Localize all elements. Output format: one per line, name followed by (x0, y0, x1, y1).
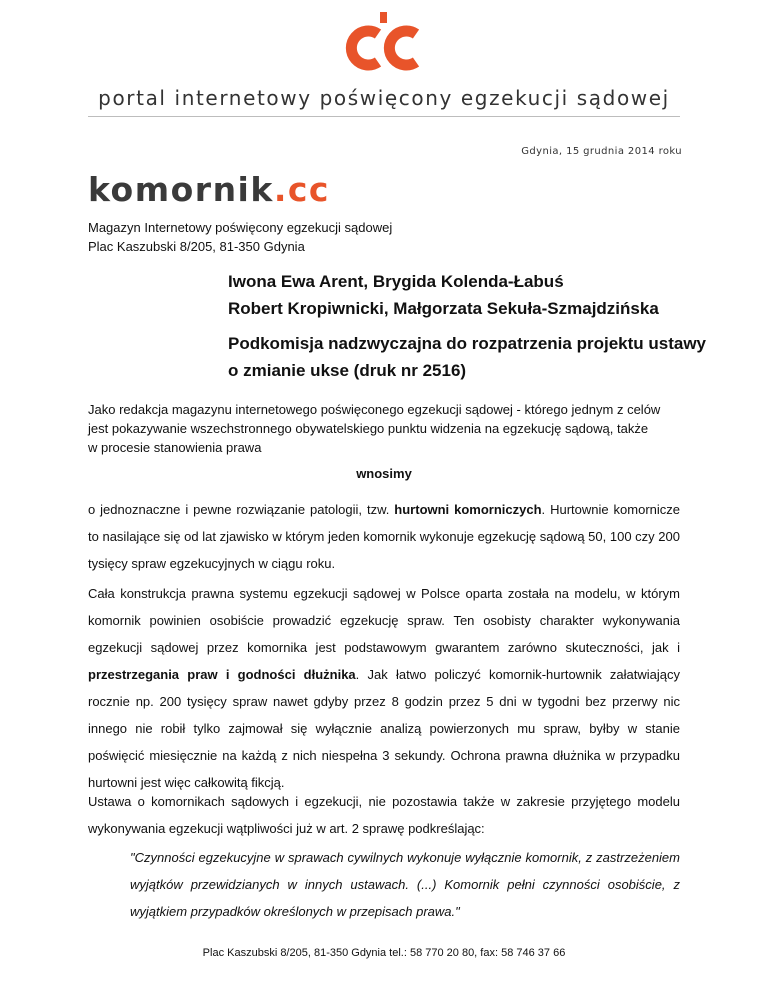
paragraph-2 (88, 580, 680, 796)
sender-line-2: Plac Kaszubski 8/205, 81-350 Gdynia (88, 239, 305, 254)
intro-line-2: jest pokazywanie wszechstronnego obywatelskiego punktu widzenia na egzekucję sądową, także (88, 421, 649, 436)
brand-suffix: .cc (273, 170, 330, 209)
paragraph-2-bold: przestrzegania praw i godności dłużnika (88, 667, 356, 682)
intro-line-3: w procesie stanowienia prawa (88, 440, 262, 455)
recipients-line-2: Robert Kropiwnicki, Małgorzata Sekuła-Szmajdzińska (228, 299, 659, 318)
subcommittee-line-1: Podkomisja nadzwyczajna do rozpatrzenia projektu ustawy (228, 334, 707, 353)
cc-logo-icon (340, 10, 430, 80)
intro-line-1: Jako redakcja magazynu internetowego poświęconego egzekucji sądowej - którego jednym z celów (88, 402, 661, 417)
letter-date: Gdynia, 15 grudnia 2014 roku (521, 146, 682, 157)
paragraph-1-text-a: o jednoznaczne i pewne rozwiązanie patologii, tzw. (88, 502, 395, 517)
paragraph-2-text-a: Cała konstrukcja prawna systemu egzekucji sądowej w Polsce oparta została na modelu, w którym komornik powinien osobiście prowadzić egzekucję spraw. Ten osobisty charakter wykonywania egzekucji sądowej przez komornika jest podstawowym gwarantem zarówno skuteczności, jak i (88, 586, 680, 655)
subcommittee (228, 330, 706, 384)
paragraph-1-bold: hurtowni komorniczych (394, 502, 542, 517)
intro-paragraph (88, 400, 680, 457)
portal-logo (340, 10, 430, 80)
portal-tagline: portal internetowy poświęcony egzekucji sądowej (98, 86, 670, 110)
recipients-line-1: Iwona Ewa Arent, Brygida Kolenda-Łabuś (228, 272, 564, 291)
law-quote: "Czynności egzekucyjne w sprawach cywilnych wykonuje wyłącznie komornik, z zastrzeżeniem wyjątków przewidzianych w innych ustawach. (...) Komornik pełni czynności osobiście, z wyjątkiem przypadków określonych w przepisach prawa." (130, 850, 680, 919)
recipients (228, 268, 659, 322)
sender-address (88, 218, 392, 256)
brand-wordmark (88, 170, 330, 210)
page-footer: Plac Kaszubski 8/205, 81-350 Gdynia tel.: 58 770 20 80, fax: 58 746 37 66 (202, 947, 566, 959)
brand-name: komornik (88, 170, 274, 209)
paragraph-3: Ustawa o komornikach sądowych i egzekucji, nie pozostawia także w zakresie przyjętego modelu wykonywania egzekucji wątpliwości już w art. 2 sprawę podkreślając: (88, 794, 680, 836)
paragraph-1 (88, 496, 680, 577)
header-divider (88, 116, 680, 117)
subcommittee-line-2: o zmianie ukse (druk nr 2516) (228, 361, 467, 380)
paragraph-1-text-b: . Hurtownie komornicze to nasilające się od lat zjawisko w którym jeden komornik wykonuje egzekucję sądową 50, 100 czy 200 tysięcy spraw egzekucyjnych w ciągu roku. (88, 502, 681, 571)
request-heading: wnosimy (356, 466, 412, 481)
paragraph-2-text-b: . Jak łatwo policzyć komornik-hurtownik załatwiający rocznie np. 200 tysięcy spraw nawet gdyby przez 8 godzin przez 5 dni w tygodni bez przerwy nic innego nie robił tylko zajmował się wyłącznie analizą powierzonych mu spraw, byłby w stanie poświęcić miesięcznie na każdą z nich niespełna 3 sekundy. Ochrona prawna dłużnika w przypadku hurtowni jest więc całkowitą fikcją. (88, 667, 680, 790)
sender-line-1: Magazyn Internetowy poświęcony egzekucji sądowej (88, 220, 393, 235)
